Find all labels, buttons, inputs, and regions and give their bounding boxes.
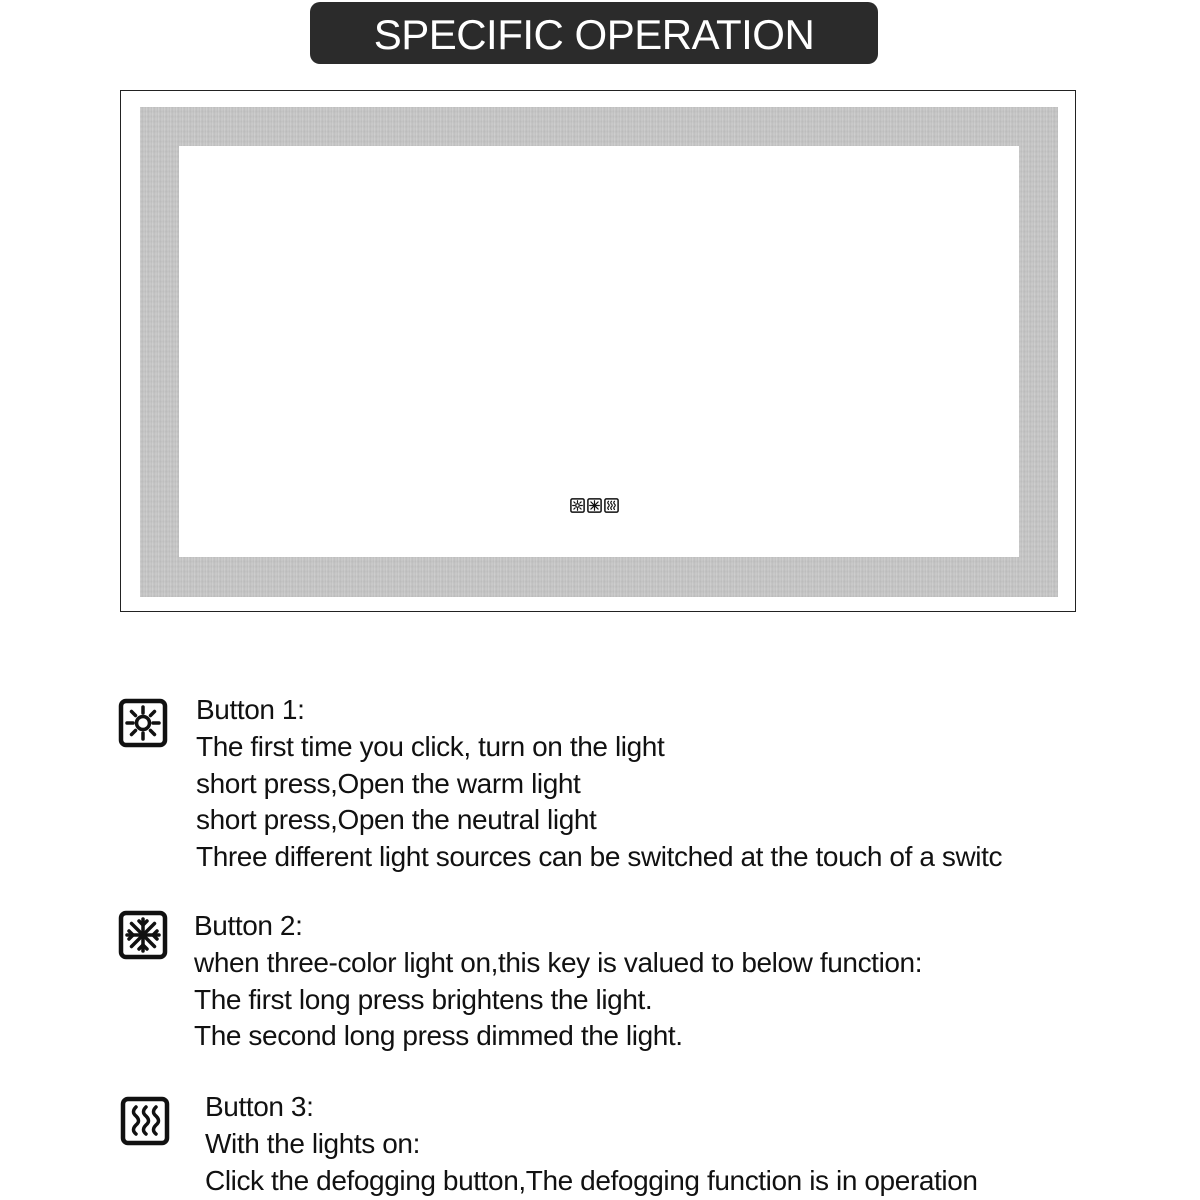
instruction-line: Click the defogging button,The defogging function is in operation (205, 1164, 978, 1196)
button-1-instructions (196, 692, 1002, 876)
instruction-line: The first long press brightens the light. (194, 983, 653, 1015)
snowflake-icon[interactable] (587, 498, 602, 513)
defog-wave-icon (120, 1096, 170, 1146)
instruction-line: Three different light sources can be switched at the touch of a switc (196, 841, 1003, 873)
button-2-instructions (194, 908, 922, 1055)
header-banner (310, 2, 878, 64)
snowflake-icon (118, 910, 168, 960)
instruction-line: The first time you click, turn on the light (196, 730, 665, 762)
mirror-touch-panel (570, 498, 619, 513)
instruction-line: short press,Open the warm light (196, 767, 581, 799)
instruction-title: Button 2: (194, 910, 303, 941)
instruction-title: Button 1: (196, 694, 305, 725)
page-title: SPECIFIC OPERATION (373, 11, 815, 58)
instruction-title: Button 3: (205, 1091, 314, 1122)
instruction-line: short press,Open the neutral light (196, 804, 597, 836)
button-3-instructions (205, 1089, 978, 1199)
mirror-glass (179, 146, 1019, 557)
instruction-line: when three-color light on,this key is valued to below function: (194, 946, 923, 978)
instruction-line: With the lights on: (205, 1127, 420, 1159)
defog-wave-icon[interactable] (604, 498, 619, 513)
light-sun-icon[interactable] (570, 498, 585, 513)
light-sun-icon (118, 698, 168, 748)
instruction-line: The second long press dimmed the light. (194, 1020, 683, 1052)
